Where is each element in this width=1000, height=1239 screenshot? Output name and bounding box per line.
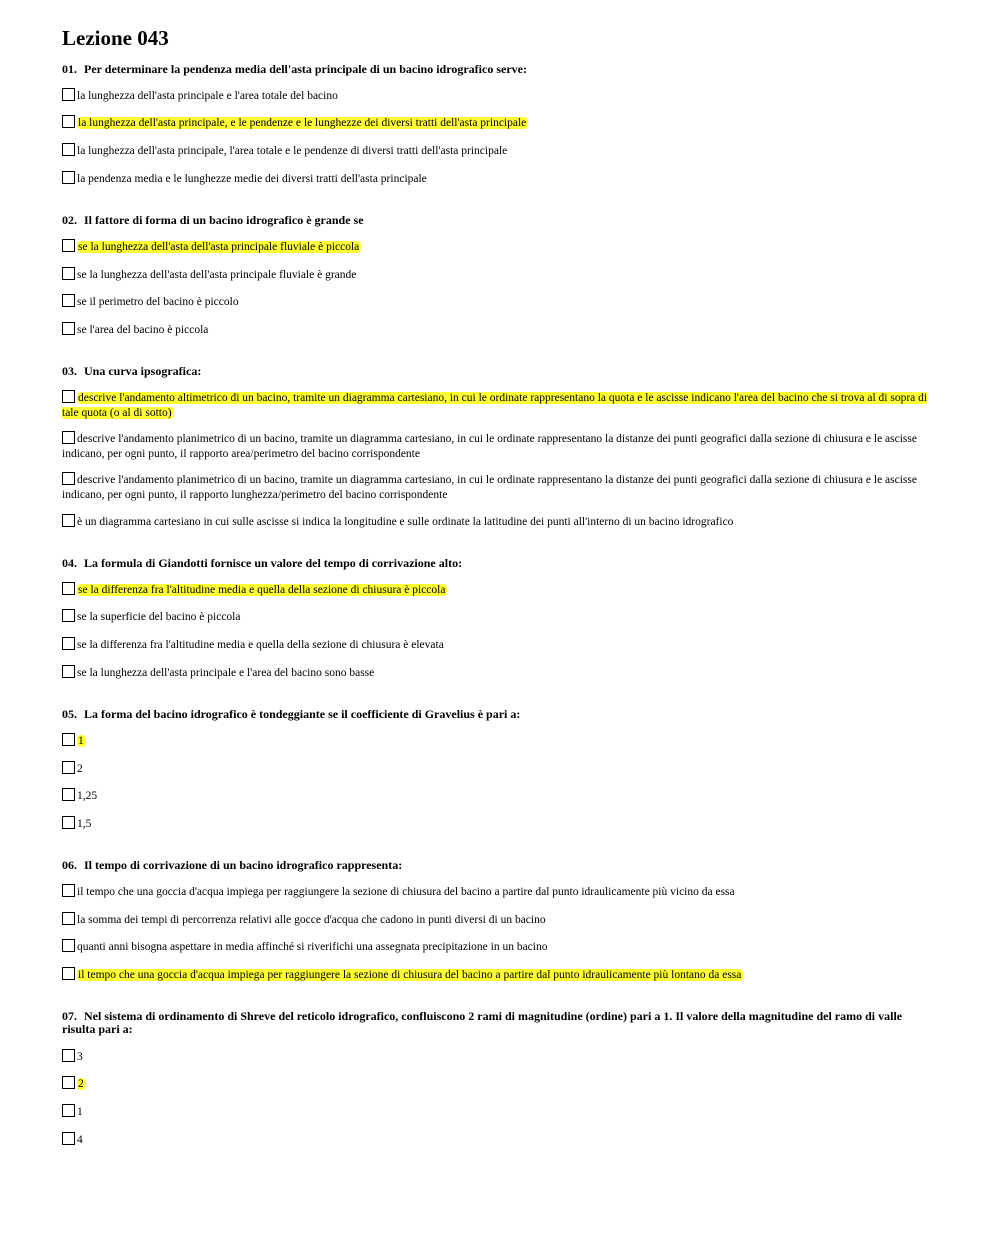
checkbox[interactable] [62, 171, 75, 184]
checkbox[interactable] [62, 609, 75, 622]
checkbox[interactable] [62, 514, 75, 527]
option-text: se la differenza fra l'altitudine media e quella della sezione di chiusura è elevata [77, 639, 444, 651]
answer-option[interactable] [62, 1104, 938, 1120]
answer-option[interactable] [62, 88, 938, 104]
answer-option[interactable] [62, 143, 938, 159]
checkbox[interactable] [62, 761, 75, 774]
option-text: 1,25 [77, 790, 98, 802]
answer-option[interactable] [62, 912, 938, 928]
checkbox[interactable] [62, 267, 75, 280]
checkbox[interactable] [62, 788, 75, 801]
answer-option[interactable] [62, 267, 938, 283]
option-text: la lunghezza dell'asta principale e l'area totale del bacino [77, 90, 338, 102]
answer-option[interactable] [62, 472, 938, 503]
answer-option[interactable] [62, 733, 938, 749]
answer-option[interactable] [62, 816, 938, 832]
option-text: 3 [77, 1051, 83, 1063]
question-number: 06. [62, 858, 77, 872]
answer-option[interactable] [62, 1132, 938, 1148]
question-heading [62, 63, 938, 76]
question-heading [62, 859, 938, 872]
checkbox[interactable] [62, 884, 75, 897]
question-number: 02. [62, 213, 77, 227]
question-text: La forma del bacino idrografico è tondeggiante se il coefficiente di Gravelius è pari a: [84, 707, 521, 721]
answer-option[interactable] [62, 431, 938, 462]
answer-option[interactable] [62, 322, 938, 338]
question-text: Una curva ipsografica: [84, 364, 202, 378]
page-title: Lezione 043 [62, 26, 169, 50]
answer-option[interactable] [62, 967, 938, 983]
checkbox[interactable] [62, 390, 75, 403]
option-text: descrive l'andamento planimetrico di un bacino, tramite un diagramma cartesiano, in cui le ordinate rappresentano la distanze dei punti geografici dalla sezione di chiusura e le ascisse indicano, per ogni punto, il rapporto lunghezza/perimetro del bacino corrispondente [62, 474, 917, 501]
option-text: se la superficie del bacino è piccola [77, 611, 241, 623]
option-text-highlighted: se la differenza fra l'altitudine media e quella della sezione di chiusura è piccola [78, 584, 446, 596]
answer-option[interactable] [62, 1076, 938, 1092]
question-number: 07. [62, 1009, 77, 1023]
option-text-highlighted: descrive l'andamento altimetrico di un bacino, tramite un diagramma cartesiano, in cui le ordinate rappresentano la quota e le ascisse indicano l'area del bacino che si trova al di sopra di tale quota (o al di sotto) [62, 392, 928, 419]
answer-option[interactable] [62, 582, 938, 598]
option-text: il tempo che una goccia d'acqua impiega per raggiungere la sezione di chiusura del bacino a partire dal punto idraulicamente più vicino da essa [77, 886, 735, 898]
option-text-highlighted: se la lunghezza dell'asta dell'asta principale fluviale è piccola [78, 241, 360, 253]
answer-option[interactable] [62, 761, 938, 777]
question-text: Per determinare la pendenza media dell'asta principale di un bacino idrografico serve: [84, 62, 527, 76]
option-text-highlighted: 1 [78, 735, 84, 747]
question-heading [62, 365, 938, 378]
question-number: 05. [62, 707, 77, 721]
answer-option[interactable] [62, 390, 938, 421]
question-text: Il fattore di forma di un bacino idrografico è grande se [84, 213, 364, 227]
answer-option[interactable] [62, 637, 938, 653]
checkbox[interactable] [62, 1049, 75, 1062]
checkbox[interactable] [62, 939, 75, 952]
answer-option[interactable] [62, 171, 938, 187]
answer-option[interactable] [62, 294, 938, 310]
option-text: quanti anni bisogna aspettare in media affinché si riverifichi una assegnata precipitazione in un bacino [77, 941, 548, 953]
checkbox[interactable] [62, 1104, 75, 1117]
checkbox[interactable] [62, 816, 75, 829]
option-text: se il perimetro del bacino è piccolo [77, 296, 239, 308]
question-text: Il tempo di corrivazione di un bacino idrografico rappresenta: [84, 858, 403, 872]
option-text: è un diagramma cartesiano in cui sulle ascisse si indica la longitudine e sulle ordinate la latitudine dei punti all'interno di un bacino idrografico [77, 516, 734, 528]
option-text: la somma dei tempi di percorrenza relativi alle gocce d'acqua che cadono in punti diversi di un bacino [77, 914, 546, 926]
checkbox[interactable] [62, 322, 75, 335]
option-text: 2 [77, 763, 83, 775]
answer-option[interactable] [62, 788, 938, 804]
option-text: 1 [77, 1106, 83, 1118]
answer-option[interactable] [62, 939, 938, 955]
question-text: Nel sistema di ordinamento di Shreve del reticolo idrografico, confluiscono 2 rami di magnitudine (ordine) pari a 1. Il valore della magnitudine del ramo di valle risulta pari a: [62, 1009, 903, 1036]
question-number: 03. [62, 364, 77, 378]
answer-option[interactable] [62, 884, 938, 900]
option-text: 1,5 [77, 818, 92, 830]
question-heading [62, 708, 938, 721]
checkbox[interactable] [62, 239, 75, 252]
answer-option[interactable] [62, 115, 938, 131]
answer-option[interactable] [62, 1049, 938, 1065]
checkbox[interactable] [62, 582, 75, 595]
option-text-highlighted: la lunghezza dell'asta principale, e le pendenze e le lunghezze dei diversi tratti dell'asta principale [78, 117, 527, 129]
checkbox[interactable] [62, 733, 75, 746]
answer-option[interactable] [62, 239, 938, 255]
option-text: descrive l'andamento planimetrico di un bacino, tramite un diagramma cartesiano, in cui le ordinate rappresentano la distanze dei punti geografici dalla sezione di chiusura e le ascisse indicano, per ogni punto, il rapporto area/perimetro del bacino corrispondente [62, 433, 917, 460]
checkbox[interactable] [62, 637, 75, 650]
checkbox[interactable] [62, 294, 75, 307]
question-text: La formula di Giandotti fornisce un valore del tempo di corrivazione alto: [84, 556, 463, 570]
option-text-highlighted: il tempo che una goccia d'acqua impiega per raggiungere la sezione di chiusura del bacino a partire dal punto idraulicamente più lontano da essa [78, 969, 742, 981]
checkbox[interactable] [62, 912, 75, 925]
checkbox[interactable] [62, 431, 75, 444]
checkbox[interactable] [62, 665, 75, 678]
checkbox[interactable] [62, 967, 75, 980]
answer-option[interactable] [62, 514, 938, 530]
option-text: se la lunghezza dell'asta principale e l'area del bacino sono basse [77, 667, 375, 679]
question-heading [62, 557, 938, 570]
checkbox[interactable] [62, 472, 75, 485]
checkbox[interactable] [62, 1132, 75, 1145]
option-text: la lunghezza dell'asta principale, l'area totale e le pendenze di diversi tratti dell'asta principale [77, 145, 508, 157]
option-text-highlighted: 2 [78, 1078, 84, 1090]
question-heading [62, 1010, 938, 1036]
question-heading [62, 214, 938, 227]
answer-option[interactable] [62, 609, 938, 625]
answer-option[interactable] [62, 665, 938, 681]
question-number: 04. [62, 556, 77, 570]
option-text: se la lunghezza dell'asta dell'asta principale fluviale è grande [77, 269, 357, 281]
question-number: 01. [62, 62, 77, 76]
option-text: se l'area del bacino è piccola [77, 324, 209, 336]
checkbox[interactable] [62, 115, 75, 128]
checkbox[interactable] [62, 88, 75, 101]
checkbox[interactable] [62, 143, 75, 156]
checkbox[interactable] [62, 1076, 75, 1089]
option-text: 4 [77, 1134, 83, 1146]
option-text: la pendenza media e le lunghezze medie dei diversi tratti dell'asta principale [77, 173, 427, 185]
